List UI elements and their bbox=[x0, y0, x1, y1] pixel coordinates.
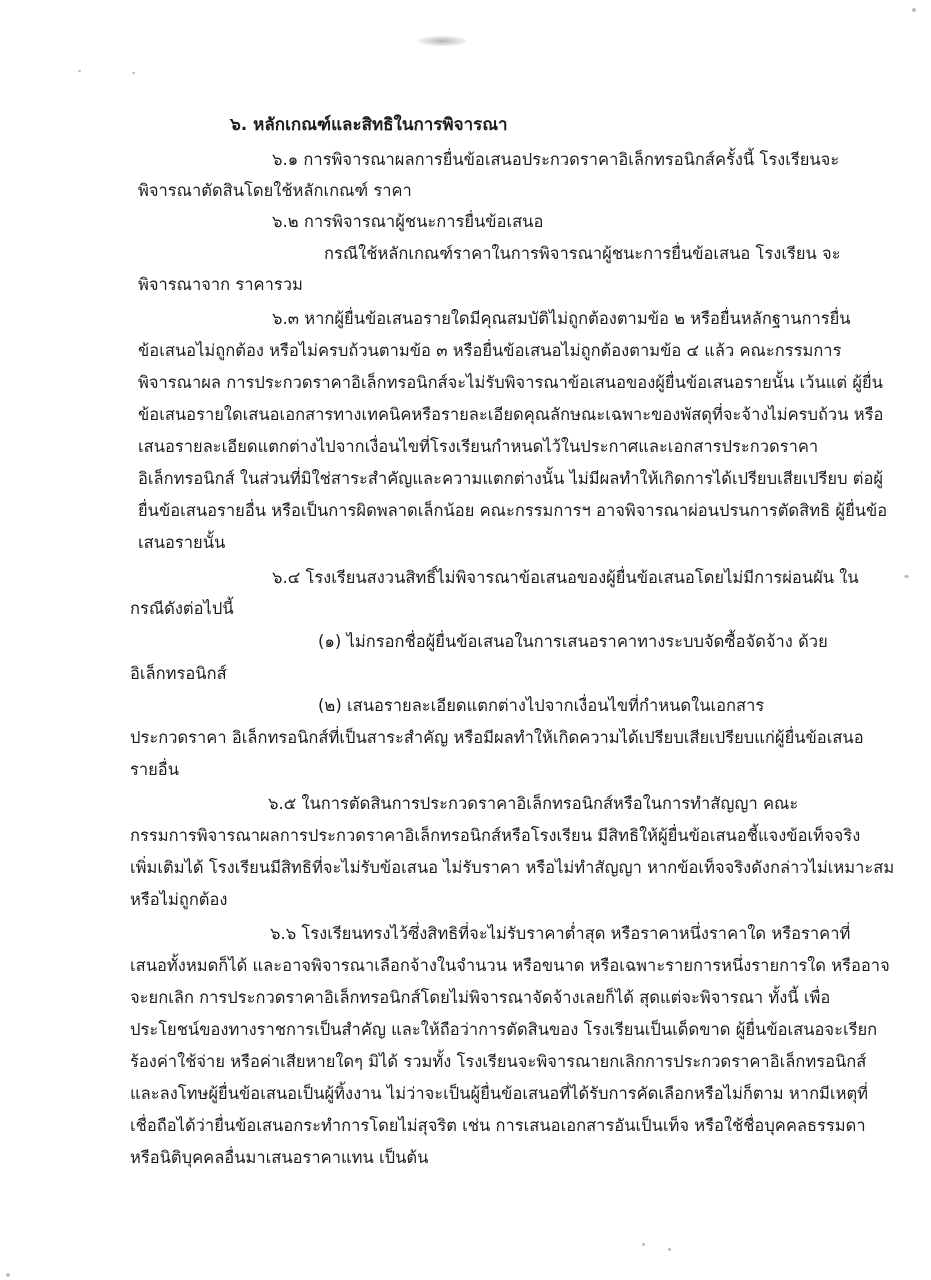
text-line: หรือนิติบุคคลอื่นมาเสนอราคาแทน เป็นต้น bbox=[130, 1148, 429, 1167]
text-line: หรือไม่ถูกต้อง bbox=[130, 890, 228, 909]
text-line: ข้อเสนอรายใดเสนอเอกสารทางเทคนิคหรือรายละเอียดคุณลักษณะเฉพาะของพัสดุที่จะจ้างไม่ครบถ้วน หรือ bbox=[138, 405, 884, 424]
text-line: เสนอรายละเอียดแตกต่างไปจากเงื่อนไขที่โรงเรียนกำหนดไว้ในประกาศและเอกสารประกวดราคา bbox=[138, 437, 819, 456]
text-line: ๖.๔ โรงเรียนสงวนสิทธิ์ไม่พิจารณาข้อเสนอของผู้ยื่นข้อเสนอโดยไม่มีการผ่อนผัน ใน bbox=[272, 568, 859, 587]
scan-speck bbox=[132, 72, 135, 74]
text-line: กรณีใช้หลักเกณฑ์ราคาในการพิจารณาผู้ชนะการยื่นข้อเสนอ โรงเรียน จะ bbox=[324, 244, 841, 263]
text-line: เชื่อถือได้ว่ายื่นข้อเสนอกระทำการโดยไม่สุจริต เช่น การเสนอเอกสารอันเป็นเท็จ หรือใช้ชื่อบุคคลธรรมดา bbox=[130, 1116, 866, 1135]
scan-speck bbox=[668, 1248, 671, 1251]
text-line: ยื่นข้อเสนอรายอื่น หรือเป็นการผิดพลาดเล็กน้อย คณะกรรมการฯ อาจพิจารณาผ่อนปรนการตัดสิทธิ ผู้ยื่นข้อ bbox=[138, 501, 888, 520]
text-line: จะยกเลิก การประกวดราคาอิเล็กทรอนิกส์โดยไม่พิจารณาจัดจ้างเลยก็ได้ สุดแต่จะพิจารณา ทั้งนี้ เพื่อ bbox=[130, 988, 831, 1007]
scan-smudge bbox=[418, 36, 466, 46]
text-line: กรรมการพิจารณาผลการประกวดราคาอิเล็กทรอนิกส์หรือโรงเรียน มีสิทธิให้ผู้ยื่นข้อเสนอชี้แจงข้อเท็จจริง bbox=[130, 826, 861, 845]
text-line: อิเล็กทรอนิกส์ bbox=[130, 664, 227, 683]
text-line: พิจารณาผล การประกวดราคาอิเล็กทรอนิกส์จะไม่รับพิจารณาข้อเสนอของผู้ยื่นข้อเสนอรายนั้น เว้นแต่ ผู้ยื่น bbox=[138, 373, 883, 392]
text-line: (๒) เสนอรายละเอียดแตกต่างไปจากเงื่อนไขที่กำหนดในเอกสาร bbox=[318, 696, 765, 715]
section-title: ๖. หลักเกณฑ์และสิทธิในการพิจารณา bbox=[230, 115, 508, 135]
text-line: และลงโทษผู้ยื่นข้อเสนอเป็นผู้ทิ้งงาน ไม่ว่าจะเป็นผู้ยื่นข้อเสนอที่ได้รับการคัดเลือกหรือไม่ก็ตาม หากมีเหตุที่ bbox=[130, 1084, 869, 1103]
scan-speck bbox=[78, 70, 81, 72]
text-line: ร้องค่าใช้จ่าย หรือค่าเสียหายใดๆ มิได้ รวมทั้ง โรงเรียนจะพิจารณายกเลิกการประกวดราคาอิเล็กทรอนิกส์ bbox=[130, 1052, 867, 1071]
text-line: ประกวดราคา อิเล็กทรอนิกส์ที่เป็นสาระสำคัญ หรือมีผลทำให้เกิดความได้เปรียบเสียเปรียบแก่ผู้ยื่นข้อเสนอ bbox=[130, 728, 864, 747]
text-line: ประโยชน์ของทางราชการเป็นสำคัญ และให้ถือว่าการตัดสินของ โรงเรียนเป็นเด็ดขาด ผู้ยื่นข้อเสนอจะเรียก bbox=[130, 1020, 878, 1039]
text-line: ๖.๕ ในการตัดสินการประกวดราคาอิเล็กทรอนิกส์หรือในการทำสัญญา คณะ bbox=[268, 794, 799, 813]
text-line: ๖.๖ โรงเรียนทรงไว้ซึ่งสิทธิที่จะไม่รับราคาต่ำสุด หรือราคาหนึ่งราคาใด หรือราคาที่ bbox=[270, 924, 851, 943]
text-line: พิจารณาจาก ราคารวม bbox=[138, 275, 303, 294]
text-line: ๖.๒ การพิจารณาผู้ชนะการยื่นข้อเสนอ bbox=[272, 212, 544, 231]
scan-speck bbox=[6, 1273, 10, 1277]
text-line: (๑) ไม่กรอกชื่อผู้ยื่นข้อเสนอในการเสนอราคาทางระบบจัดซื้อจัดจ้าง ด้วย bbox=[318, 632, 828, 651]
text-line: เพิ่มเติมได้ โรงเรียนมีสิทธิที่จะไม่รับข้อเสนอ ไม่รับราคา หรือไม่ทำสัญญา หากข้อเท็จจริงดังกล่าวไม่เหมาะสม bbox=[130, 858, 895, 877]
scan-speck bbox=[912, 8, 916, 12]
text-line: ๖.๑ การพิจารณาผลการยื่นข้อเสนอประกวดราคาอิเล็กทรอนิกส์ครั้งนี้ โรงเรียนจะ bbox=[272, 150, 840, 169]
text-line: ๖.๓ หากผู้ยื่นข้อเสนอรายใดมีคุณสมบัติไม่ถูกต้องตามข้อ ๒ หรือยื่นหลักฐานการยื่น bbox=[272, 309, 851, 328]
text-line: พิจารณาตัดสินโดยใช้หลักเกณฑ์ ราคา bbox=[138, 181, 412, 200]
text-line: เสนอรายนั้น bbox=[138, 533, 226, 552]
text-line: อิเล็กทรอนิกส์ ในส่วนที่มิใช่สาระสำคัญและความแตกต่างนั้น ไม่มีผลทำให้เกิดการได้เปรียบเสียเปรียบ ต่อผู้ bbox=[138, 469, 884, 488]
scan-speck bbox=[904, 575, 909, 578]
text-line: ข้อเสนอไม่ถูกต้อง หรือไม่ครบถ้วนตามข้อ ๓ หรือยื่นข้อเสนอไม่ถูกต้องตามข้อ ๔ แล้ว คณะกรรมการ bbox=[138, 341, 842, 360]
text-line: กรณีดังต่อไปนี้ bbox=[130, 599, 234, 618]
text-line: เสนอทั้งหมดก็ได้ และอาจพิจารณาเลือกจ้างในจำนวน หรือขนาด หรือเฉพาะรายการหนึ่งรายการใด หรืออาจ bbox=[130, 956, 890, 975]
scan-speck bbox=[642, 1243, 645, 1246]
text-line: รายอื่น bbox=[130, 760, 179, 779]
